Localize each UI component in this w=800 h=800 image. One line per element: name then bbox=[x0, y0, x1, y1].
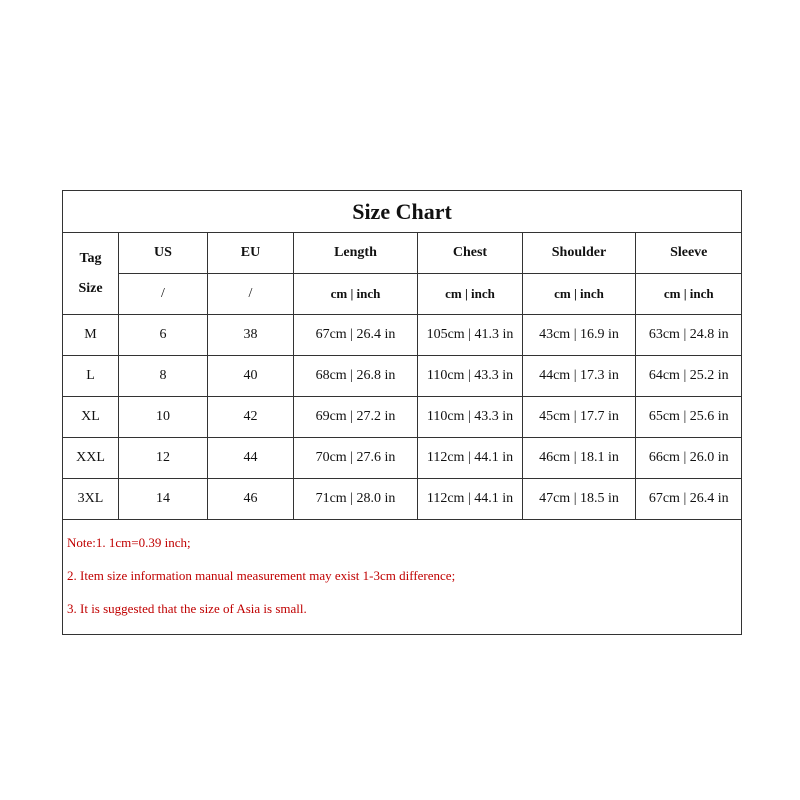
table-cell: 44cm | 17.3 in bbox=[523, 356, 636, 397]
table-cell: 8 bbox=[119, 356, 208, 397]
table-cell: 38 bbox=[208, 315, 294, 356]
table-cell: 68cm | 26.8 in bbox=[294, 356, 418, 397]
notes-section bbox=[63, 520, 741, 629]
size-cell: M bbox=[63, 315, 119, 356]
unit-length: cm | inch bbox=[294, 274, 418, 315]
size-cell: 3XL bbox=[63, 479, 119, 520]
table-cell: 42 bbox=[208, 397, 294, 438]
table-cell: 65cm | 25.6 in bbox=[636, 397, 742, 438]
table-cell: 12 bbox=[119, 438, 208, 479]
column-header-length: Length bbox=[294, 233, 418, 274]
table-cell: 63cm | 24.8 in bbox=[636, 315, 742, 356]
table-cell: 112cm | 44.1 in bbox=[418, 479, 523, 520]
column-header-us: US bbox=[119, 233, 208, 274]
table-cell: 46cm | 18.1 in bbox=[523, 438, 636, 479]
table-cell: 64cm | 25.2 in bbox=[636, 356, 742, 397]
unit-shoulder: cm | inch bbox=[523, 274, 636, 315]
column-header-shoulder: Shoulder bbox=[523, 233, 636, 274]
table-cell: 70cm | 27.6 in bbox=[294, 438, 418, 479]
table-cell: 67cm | 26.4 in bbox=[294, 315, 418, 356]
table-cell: 6 bbox=[119, 315, 208, 356]
column-header-chest: Chest bbox=[418, 233, 523, 274]
table-cell: 67cm | 26.4 in bbox=[636, 479, 742, 520]
unit-us: / bbox=[119, 274, 208, 315]
chart-title: Size Chart bbox=[63, 191, 741, 233]
table-cell: 45cm | 17.7 in bbox=[523, 397, 636, 438]
table-row bbox=[63, 479, 742, 520]
table-cell: 40 bbox=[208, 356, 294, 397]
unit-chest: cm | inch bbox=[418, 274, 523, 315]
size-table bbox=[62, 233, 742, 520]
table-cell: 112cm | 44.1 in bbox=[418, 438, 523, 479]
table-cell: 44 bbox=[208, 438, 294, 479]
unit-sleeve: cm | inch bbox=[636, 274, 742, 315]
size-chart-frame bbox=[62, 190, 742, 635]
table-cell: 46 bbox=[208, 479, 294, 520]
tag-size-header bbox=[63, 233, 119, 315]
table-row bbox=[63, 397, 742, 438]
table-cell: 69cm | 27.2 in bbox=[294, 397, 418, 438]
table-row bbox=[63, 356, 742, 397]
table-cell: 10 bbox=[119, 397, 208, 438]
tag-label: Tag bbox=[79, 250, 102, 266]
table-row bbox=[63, 438, 742, 479]
units-row bbox=[63, 274, 742, 315]
table-cell: 71cm | 28.0 in bbox=[294, 479, 418, 520]
header-row bbox=[63, 233, 742, 274]
table-cell: 47cm | 18.5 in bbox=[523, 479, 636, 520]
table-row bbox=[63, 315, 742, 356]
note-3: 3. It is suggested that the size of Asia is small. bbox=[67, 601, 307, 616]
note-1: Note:1. 1cm=0.39 inch; bbox=[67, 535, 191, 550]
note-2: 2. Item size information manual measurement may exist 1-3cm difference; bbox=[67, 568, 456, 583]
table-cell: 66cm | 26.0 in bbox=[636, 438, 742, 479]
table-cell: 14 bbox=[119, 479, 208, 520]
column-header-sleeve: Sleeve bbox=[636, 233, 742, 274]
table-cell: 110cm | 43.3 in bbox=[418, 397, 523, 438]
table-cell: 110cm | 43.3 in bbox=[418, 356, 523, 397]
size-cell: XL bbox=[63, 397, 119, 438]
size-label: Size bbox=[78, 280, 103, 296]
column-header-eu: EU bbox=[208, 233, 294, 274]
table-cell: 43cm | 16.9 in bbox=[523, 315, 636, 356]
unit-eu: / bbox=[208, 274, 294, 315]
size-cell: L bbox=[63, 356, 119, 397]
table-cell: 105cm | 41.3 in bbox=[418, 315, 523, 356]
size-cell: XXL bbox=[63, 438, 119, 479]
